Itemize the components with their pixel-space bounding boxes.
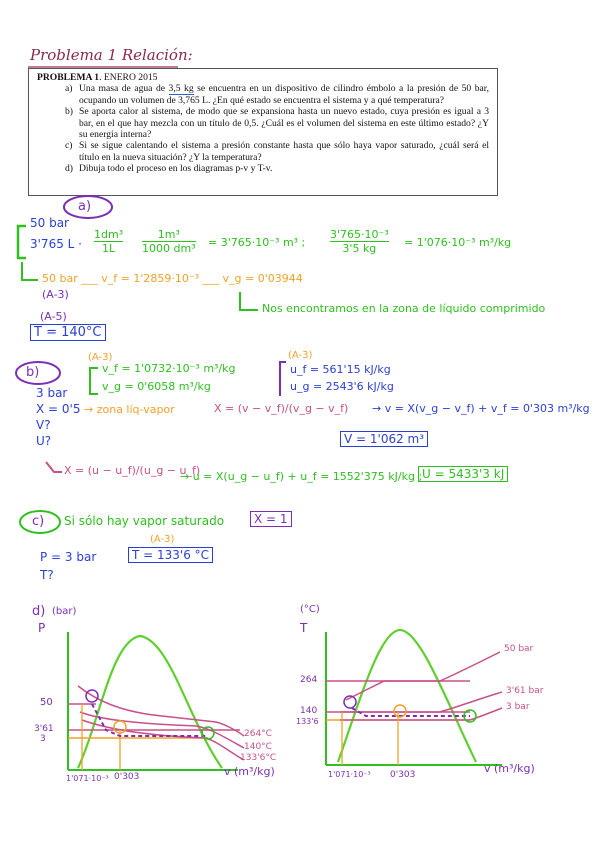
pv-y-3: 3 (40, 734, 46, 744)
part-d-label: d) (32, 604, 46, 619)
conclusion: Nos encontramos en la zona de líquido comprimido (262, 302, 546, 315)
table-ref-a3: (A-3) (42, 288, 69, 301)
frac1-num: 1dm³ (94, 228, 124, 241)
frac1 (94, 228, 123, 255)
pv-isotherm-1336 (82, 720, 244, 760)
frac2-den: 1000 dm³ (142, 242, 196, 255)
part-c-quality (250, 512, 292, 526)
frac2-num: 1m³ (142, 228, 196, 242)
vf-value: v_f = 1'0732·10⁻³ m³/kg (102, 362, 236, 375)
tv-x-1: 1'071·10⁻³ (328, 770, 371, 779)
pv-diagram (68, 632, 244, 770)
tv-dome (338, 630, 476, 762)
item-letter: d) (65, 163, 73, 175)
temp-box-c: T = 133'6 °C (128, 547, 213, 563)
part-a-pressure: 50 bar (30, 216, 69, 230)
part-b-bracket (90, 368, 98, 394)
quality-formula-2: X = (u − u_f)/(u_g − u_f) (64, 464, 201, 477)
energy-question: U? (36, 434, 52, 448)
part-b-quality: X = 0'5 (36, 402, 81, 416)
tv-x-label: v (m³/kg) (484, 762, 535, 775)
item-letter: a) (65, 83, 73, 95)
conclusion-arrow (240, 292, 258, 310)
pv-iso-1336: 133'6°C (240, 753, 277, 763)
pv-x-2: 0'303 (114, 772, 140, 782)
frac3-den: 3'5 kg (342, 242, 377, 255)
tv-x-2: 0'303 (390, 770, 416, 780)
volume-result (340, 432, 428, 446)
comparison-line: 50 bar ___ v_f = 1'2859·10⁻³ ___ v_g = 0'03944 (42, 272, 303, 285)
problem-number: PROBLEMA 1 (37, 72, 100, 83)
part-c-temp-question: T? (40, 568, 54, 582)
part-a-bracket (18, 226, 26, 258)
result2: = 1'076·10⁻³ m³/kg (404, 236, 512, 249)
tv-y-label: T (300, 621, 308, 635)
temp-result (30, 325, 106, 340)
energy-formula: → u = X(u_g − u_f) + u_f = 1552'375 kJ/kg ; (180, 470, 423, 483)
part-b-ref-right: (A-3) (288, 350, 313, 361)
frac2 (142, 228, 196, 255)
pv-iso-264: 264°C (244, 729, 272, 739)
volume-formula: → v = X(v_g − v_f) + v_f = 0'303 m³/kg (372, 402, 590, 415)
tv-y-264: 264 (300, 675, 318, 685)
pv-y-unit: (bar) (52, 606, 77, 617)
part-c-temp (128, 548, 213, 562)
item-letter: c) (65, 140, 73, 152)
tv-isobar-361 (340, 692, 502, 712)
item-text: Se aporta calor al sistema, de modo que se expansiona hasta un nuevo estado, cuya presión es igual a 3 bar, en el que hay mezcla con un título de 0,5. ¿Cuál es el volumen del sistema en este último estado? ¿Y su energía interna? (79, 106, 489, 141)
frac3-num: 3'765·10⁻³ (330, 228, 389, 241)
energy-result (418, 467, 508, 481)
vg-value: v_g = 0'6058 m³/kg (102, 380, 211, 393)
part-b-ref-left: (A-3) (88, 352, 113, 363)
pv-isotherm-264 (78, 686, 244, 736)
table-ref-a5: (A-5) (40, 310, 67, 323)
part-b-pressure: 3 bar (36, 386, 68, 400)
page-title: Problema 1 Relación: (30, 46, 193, 64)
tv-diagram (326, 630, 502, 765)
temp-box: T = 140°C (30, 324, 106, 341)
pv-iso-140: 140°C (244, 742, 272, 752)
part-b-arrow (46, 462, 62, 472)
tv-iso-361: 3'61 bar (506, 686, 544, 696)
tv-isobar-3 (340, 708, 502, 720)
tv-y-1336: 133'6 (296, 717, 319, 726)
frac1-den: 1L (101, 242, 116, 255)
part-a-label: a) (78, 199, 92, 214)
part-a-arrow (22, 262, 38, 280)
part-a-volume: 3'765 L · (30, 237, 82, 251)
pv-x-1: 1'071·10⁻³ (66, 774, 109, 783)
pv-process-path (92, 704, 206, 736)
highlighted-mass: 3,5 kg (168, 83, 194, 95)
quality-formula: X = (v − v_f)/(v_g − v_f) (214, 402, 349, 415)
item-text: Si se sigue calentando el sistema a presión constante hasta que sólo haya vapor saturado, ¿cuál será el título en la nueva situación? ¿Y la temperatura? (79, 140, 489, 163)
part-c-text: Si sólo hay vapor saturado (64, 514, 225, 528)
uf-value: u_f = 561'15 kJ/kg (290, 363, 391, 376)
pv-dome (78, 636, 222, 768)
tv-y-140: 140 (300, 706, 318, 716)
part-c-pressure: P = 3 bar (40, 550, 97, 564)
tv-y-unit: (°C) (300, 604, 320, 615)
pv-y-50: 50 (40, 697, 53, 708)
tv-iso-50: 50 bar (504, 644, 534, 654)
part-c-label: c) (32, 514, 45, 529)
problem-date: . ENERO 2015 (99, 72, 158, 83)
part-b-zone: → zona líq-vapor (84, 403, 175, 416)
part-b-divider (280, 362, 286, 396)
item-text: Una masa de agua de (79, 83, 169, 95)
frac3 (330, 228, 389, 255)
result1: = 3'765·10⁻³ m³ ; (208, 236, 306, 249)
item-text: Dibuja todo el proceso en los diagramas p-v y T-v. (79, 163, 273, 175)
pv-x-label: v (m³/kg) (224, 765, 275, 778)
energy-box: U = 5433'3 kJ (418, 466, 508, 482)
quality-box: X = 1 (250, 511, 292, 527)
part-b-label: b) (26, 365, 40, 380)
item-text: se encuentra en un dispositivo de cilindro émbolo a la presión de 50 bar, ocupando un volumen de 3,765 L. ¿En qué estado se encuentra el sistema y a qué temperatura? (79, 83, 489, 106)
tv-iso-3: 3 bar (506, 702, 530, 712)
item-letter: b) (65, 106, 73, 118)
part-c-ref: (A-3) (150, 534, 175, 545)
volume-question: V? (36, 418, 51, 432)
pv-y-361: 3'61 (34, 724, 54, 734)
ug-value: u_g = 2543'6 kJ/kg (290, 380, 394, 393)
pv-y-label: P (38, 621, 46, 635)
volume-box: V = 1'062 m³ (340, 431, 428, 447)
